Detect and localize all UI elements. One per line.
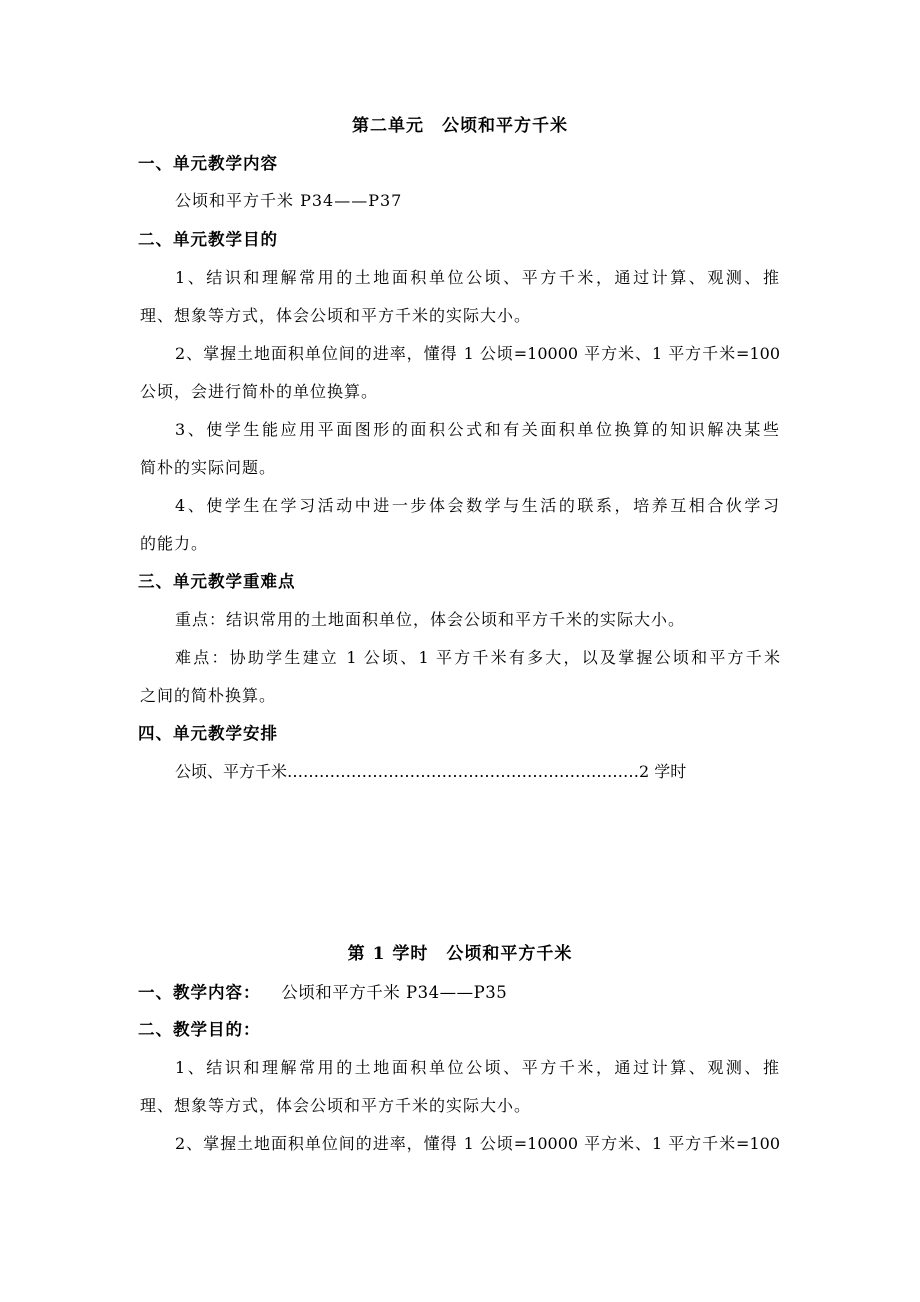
- unit-goal-4-line-1: 4、使学生在学习活动中进一步体会数学与生活的联系，培养互相合伙学习: [175, 496, 780, 515]
- unit-heading-goals: 二、单元教学目的: [138, 230, 278, 249]
- lesson-goal-2-line-1: 2、掌握土地面积单位间的进率，懂得 1 公顷=10000 平方米、1 平方千米=100: [175, 1134, 780, 1153]
- unit-goal-3-line-2: 简朴的实际问题。: [140, 458, 277, 477]
- lesson-title: 第 1 学时 公顷和平方千米: [347, 944, 573, 964]
- lesson-heading-goals: 二、教学目的：: [138, 1020, 261, 1039]
- unit-heading-content: 一、单元教学内容: [138, 154, 278, 173]
- unit-heading-key-points: 三、单元教学重难点: [138, 572, 296, 591]
- unit-content-text: 公顷和平方千米 P34——P37: [175, 191, 403, 210]
- unit-goal-1-line-1: 1、结识和理解常用的土地面积单位公顷、平方千米，通过计算、观测、推: [175, 268, 780, 287]
- unit-title: 第二单元 公顷和平方千米: [352, 116, 568, 136]
- unit-goal-1-line-2: 理、想象等方式，体会公顷和平方千米的实际大小。: [140, 306, 532, 325]
- lesson-content-label: 一、教学内容：: [138, 983, 261, 1002]
- unit-schedule-line: 公顷、平方千米…………………………………………………………2 学时: [175, 762, 687, 781]
- lesson-goal-1-line-2: 理、想象等方式，体会公顷和平方千米的实际大小。: [140, 1096, 532, 1115]
- unit-key-point: 重点：结识常用的土地面积单位，体会公顷和平方千米的实际大小。: [175, 610, 686, 629]
- unit-heading-schedule: 四、单元教学安排: [138, 724, 278, 743]
- unit-goal-3-line-1: 3、使学生能应用平面图形的面积公式和有关面积单位换算的知识解决某些: [175, 420, 780, 439]
- unit-goal-2-line-2: 公顷，会进行简朴的单位换算。: [140, 382, 379, 401]
- unit-difficult-point-line-2: 之间的简朴换算。: [140, 686, 277, 705]
- lesson-content-value: 公顷和平方千米 P34——P35: [281, 983, 508, 1002]
- lesson-goal-1-line-1: 1、结识和理解常用的土地面积单位公顷、平方千米，通过计算、观测、推: [175, 1058, 780, 1077]
- lesson-heading-content: [138, 983, 507, 1003]
- unit-difficult-point-line-1: 难点：协助学生建立 1 公顷、1 平方千米有多大，以及掌握公顷和平方千米: [175, 648, 780, 667]
- unit-goal-4-line-2: 的能力。: [140, 534, 209, 553]
- unit-goal-2-line-1: 2、掌握土地面积单位间的进率，懂得 1 公顷=10000 平方米、1 平方千米=100: [175, 344, 780, 363]
